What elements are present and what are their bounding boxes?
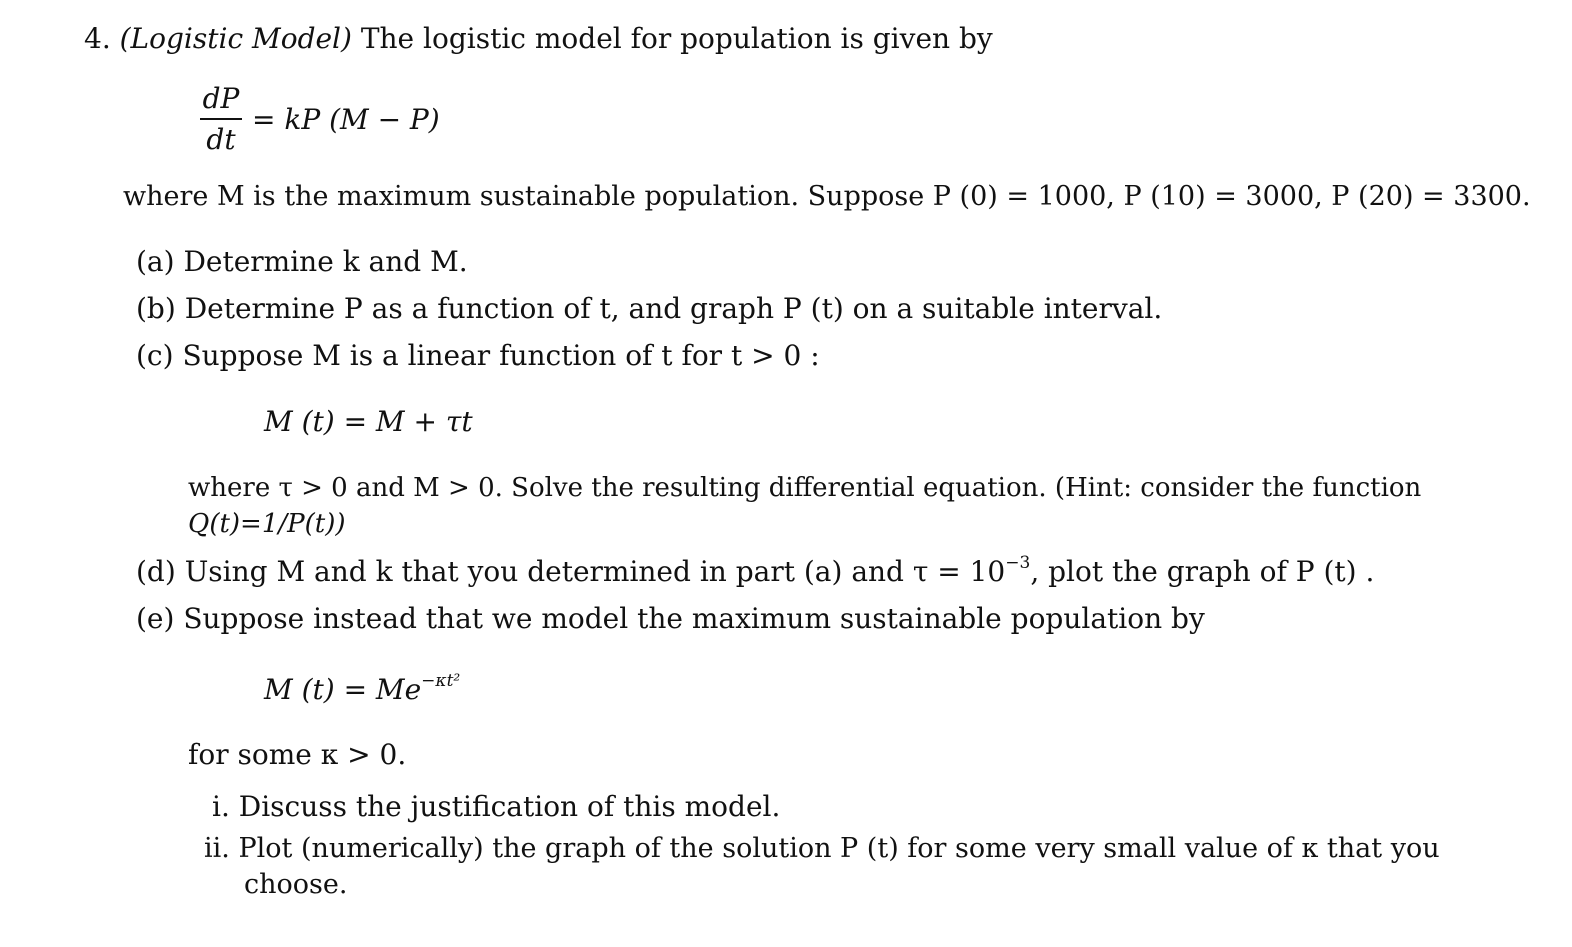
part-d-exponent: −3 bbox=[1005, 553, 1031, 573]
part-b-label: (b) bbox=[136, 292, 176, 325]
part-e-sub-ii-continuation: choose. bbox=[244, 869, 348, 900]
part-e bbox=[136, 602, 1205, 636]
problem-number: 4. bbox=[84, 22, 111, 55]
sub-ii-text: Plot (numerically) the graph of the solution P (t) for some very small value of κ that you bbox=[238, 833, 1440, 864]
part-c-label: (c) bbox=[136, 339, 174, 372]
part-e-sub-ii bbox=[204, 832, 1440, 866]
sub-i-text: Discuss the justification of this model. bbox=[238, 790, 781, 823]
part-b bbox=[136, 292, 1162, 326]
part-c-text: Suppose M is a linear function of t for t > 0 : bbox=[182, 339, 820, 372]
part-e-sub-i bbox=[212, 790, 780, 824]
equation-fraction bbox=[196, 82, 246, 156]
part-d-label: (d) bbox=[136, 555, 176, 588]
part-e-equation-base: M (t) = Me bbox=[264, 673, 422, 706]
equation-numerator: dP bbox=[202, 82, 240, 115]
sub-i-label: i. bbox=[212, 790, 230, 823]
part-e-for-text: for some κ > 0. bbox=[188, 738, 407, 771]
part-c-where-line1: where τ > 0 and M > 0. Solve the resulting differential equation. (Hint: consider the function bbox=[188, 473, 1422, 503]
part-e-equation bbox=[264, 673, 460, 707]
problem-intro: The logistic model for population is given by bbox=[360, 22, 993, 55]
part-b-text: Determine P as a function of t, and graph P (t) on a suitable interval. bbox=[184, 292, 1163, 325]
part-a-label: (a) bbox=[136, 245, 175, 278]
fraction-bar bbox=[200, 118, 242, 120]
part-e-text: Suppose instead that we model the maximum sustainable population by bbox=[183, 602, 1205, 635]
part-d-text-after: , plot the graph of P (t) . bbox=[1030, 555, 1375, 588]
part-d-text-before: Using M and k that you determined in part (a) and τ = 10 bbox=[184, 555, 1006, 588]
part-c-equation: M (t) = M + τt bbox=[264, 405, 473, 438]
equation-denominator: dt bbox=[206, 122, 236, 156]
part-a bbox=[136, 245, 468, 279]
part-c-where-line2: Q(t)=1/P(t)) bbox=[188, 509, 346, 539]
part-e-equation-exponent: −κt² bbox=[421, 671, 461, 691]
problem-title: (Logistic Model) bbox=[119, 22, 352, 55]
part-d bbox=[136, 555, 1374, 589]
problem-heading bbox=[84, 22, 993, 56]
where-conditions: where M is the maximum sustainable population. Suppose P (0) = 1000, P (10) = 3000, P (20) = 3300. bbox=[123, 181, 1531, 212]
part-e-label: (e) bbox=[136, 602, 175, 635]
sub-ii-label: ii. bbox=[204, 833, 230, 864]
part-c bbox=[136, 339, 820, 373]
equation-rhs: = kP (M − P) bbox=[252, 103, 440, 136]
part-a-text: Determine k and M. bbox=[183, 245, 468, 278]
